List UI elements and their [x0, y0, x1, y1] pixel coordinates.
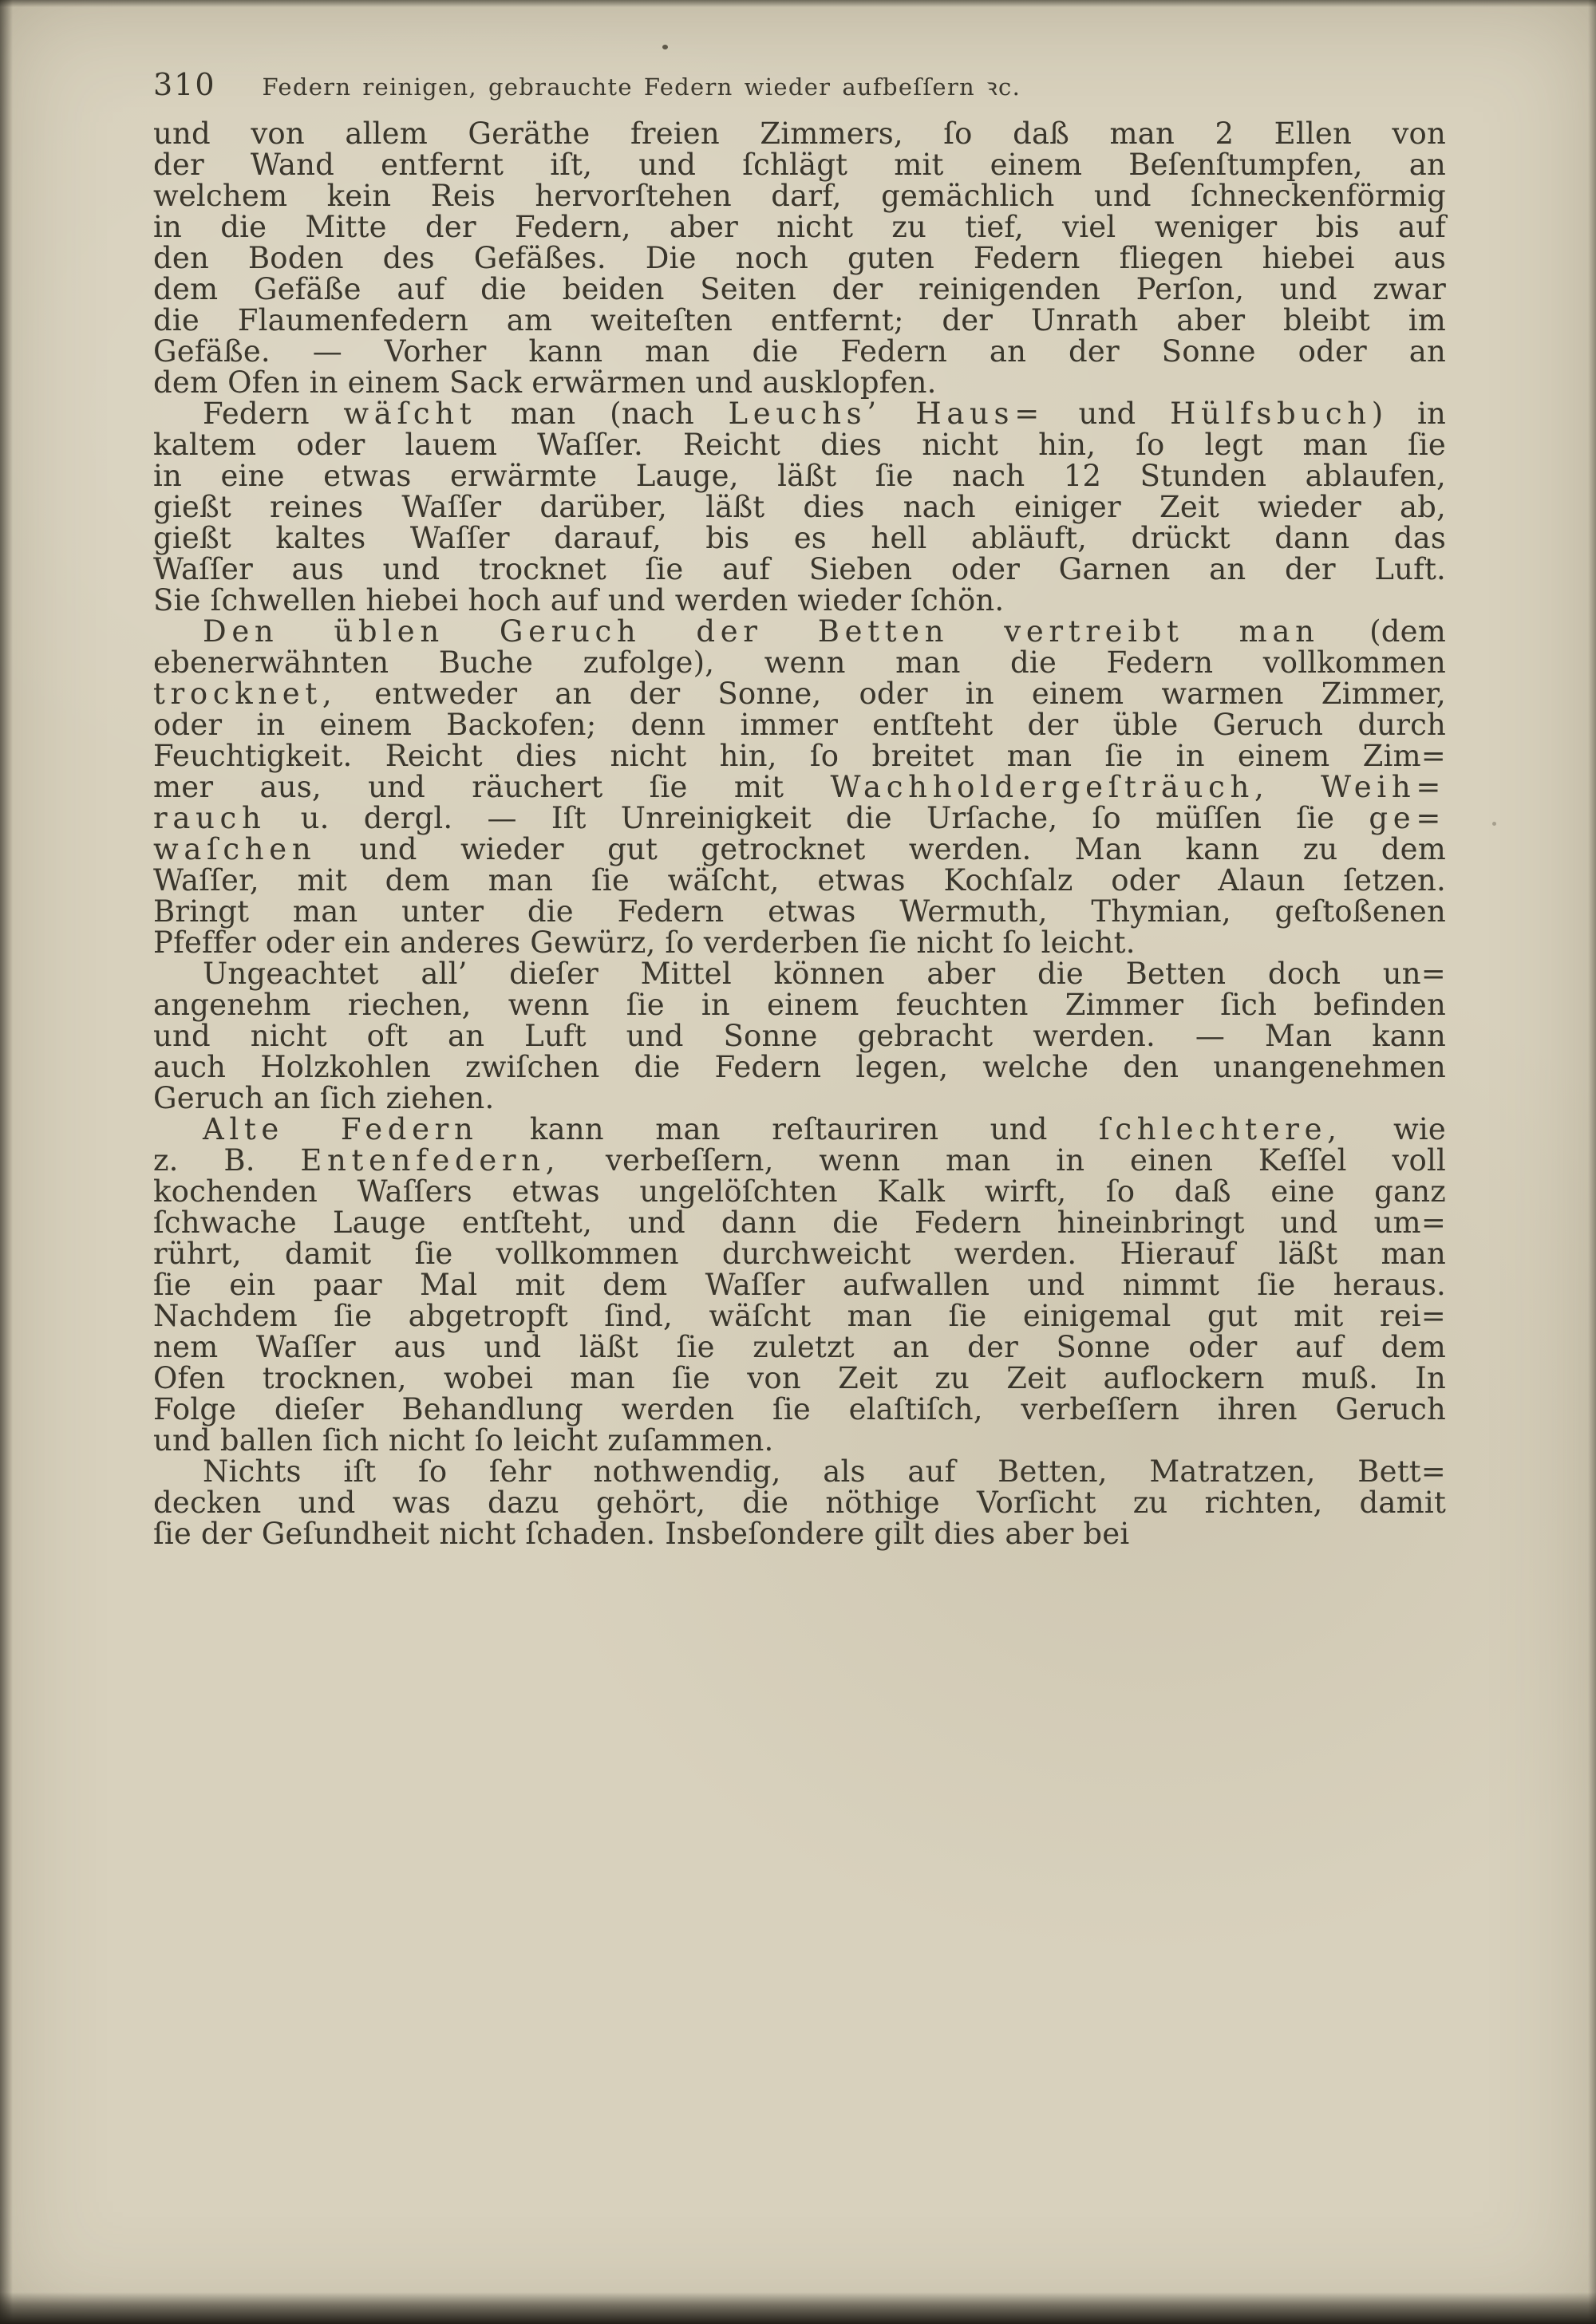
text-line	[153, 1238, 1446, 1269]
text-line	[153, 1518, 1446, 1549]
text-run: (dem	[1319, 614, 1446, 649]
emphasized-text: Entenfedern,	[300, 1143, 561, 1178]
page-edge-right	[1588, 0, 1596, 2324]
text-run: Sie ſchwellen hiebei hoch auf und werden wieder ſchön.	[153, 583, 1005, 617]
text-run: und von allem Geräthe freien Zimmers, ſo daß man 2 Ellen von	[153, 116, 1446, 151]
emphasized-text: trocknet,	[153, 677, 338, 711]
text-run: wie	[1341, 1112, 1446, 1146]
emphasized-text: rauch	[153, 801, 267, 835]
text-line	[153, 647, 1446, 678]
text-run: ſchwache Lauge entſteht, und dann die Federn hineinbringt und um=	[153, 1205, 1446, 1240]
text-run: angenehm riechen, wenn ſie in einem feuchten Zimmer ſich befinden	[153, 988, 1446, 1022]
text-run: in die Mitte der Federn, aber nicht zu tief, viel weniger bis auf	[153, 210, 1446, 244]
text-line	[153, 398, 1446, 429]
text-run: kochenden Waſſers etwas ungelöſchten Kalk wirft, ſo daß eine ganz	[153, 1174, 1446, 1209]
text-run: und wieder gut getrocknet werden. Man kann zu dem	[316, 832, 1446, 866]
paragraph	[153, 616, 1446, 958]
text-run: kaltem oder lauem Waſſer. Reicht dies nicht hin, ſo legt man ſie	[153, 428, 1446, 462]
text-run: Geruch an ſich ziehen.	[153, 1081, 495, 1115]
text-run: Feuchtigkeit. Reicht dies nicht hin, ſo breitet man ſie in einem Zim=	[153, 739, 1446, 773]
text-run: ſie der Geſundheit nicht ſchaden. Insbeſondere gilt dies aber bei	[153, 1517, 1130, 1551]
text-line	[153, 803, 1446, 834]
text-line	[153, 460, 1446, 491]
text-run: z. B.	[153, 1143, 301, 1178]
text-run: die Flaumenfedern am weiteſten entfernt; der Unrath aber bleibt im	[153, 303, 1446, 337]
text-run: in eine etwas erwärmte Lauge, läßt ſie nach 12 Stunden ablaufen,	[153, 459, 1446, 493]
text-line	[153, 1332, 1446, 1363]
text-run: und	[1044, 397, 1171, 431]
text-run: Waſſer aus und trocknet ſie auf Sieben oder Garnen an der Luft.	[153, 552, 1446, 586]
text-line	[153, 1394, 1446, 1425]
text-line	[153, 1300, 1446, 1332]
text-line	[153, 740, 1446, 771]
page-number: 310	[153, 67, 216, 102]
text-run: Gefäße. — Vorher kann man die Federn an der Sonne oder an	[153, 334, 1446, 369]
text-line	[153, 989, 1446, 1020]
text-run: ſie ein paar Mal mit dem Waſſer aufwallen und nimmt ſie heraus.	[153, 1268, 1446, 1302]
emphasized-text: Hülfsbuch	[1170, 397, 1372, 431]
running-header	[153, 67, 1446, 102]
text-line	[153, 180, 1446, 211]
text-line	[153, 554, 1446, 585]
text-line	[153, 1176, 1446, 1207]
text-line	[153, 1425, 1446, 1456]
text-line	[153, 896, 1446, 927]
page-edge-top	[0, 0, 1596, 7]
paragraph	[153, 958, 1446, 1114]
ink-speck	[662, 45, 668, 49]
text-run: decken und was dazu gehört, die nöthige Vorſicht zu richten, damit	[153, 1486, 1446, 1520]
text-line	[153, 678, 1446, 709]
text-run: der Wand entfernt iſt, und ſchlägt mit einem Beſenſtumpfen, an	[153, 148, 1446, 182]
text-line	[153, 709, 1446, 740]
text-run: nem Waſſer aus und läßt ſie zuletzt an der Sonne oder auf dem	[153, 1330, 1446, 1364]
emphasized-text: Wachholdergeſträuch, Weih=	[830, 770, 1446, 804]
text-line	[153, 834, 1446, 865]
text-run: Ofen trocknen, wobei man ſie von Zeit zu Zeit auflockern muß. In	[153, 1361, 1446, 1395]
text-line	[153, 1363, 1446, 1394]
text-run: Nachdem ſie abgetropft ſind, wäſcht man ſie einigemal gut mit rei=	[153, 1299, 1446, 1333]
emphasized-text: Leuchs’	[728, 397, 882, 431]
page-edge-bottom	[0, 2292, 1596, 2324]
text-run	[882, 397, 916, 431]
text-line	[153, 958, 1446, 989]
text-line	[153, 771, 1446, 803]
page-edge-left	[0, 0, 13, 2324]
text-run: und nicht oft an Luft und Sonne gebracht werden. — Man kann	[153, 1019, 1446, 1053]
text-run: kann man reſtauriren und	[478, 1112, 1100, 1146]
text-run: gießt reines Waſſer darüber, läßt dies nach einiger Zeit wieder ab,	[153, 490, 1446, 524]
text-line	[153, 336, 1446, 367]
text-run: ) in	[1371, 397, 1447, 431]
text-line	[153, 491, 1446, 523]
text-line	[153, 274, 1446, 305]
text-line	[153, 1487, 1446, 1518]
text-run: dem Ofen in einem Sack erwärmen und ausklopfen.	[153, 365, 937, 400]
text-run: Waſſer, mit dem man ſie wäſcht, etwas Kochſalz oder Alaun ſetzen.	[153, 863, 1446, 898]
text-line	[153, 1020, 1446, 1052]
emphasized-text: waſchen	[153, 832, 317, 866]
text-run: dem Gefäße auf die beiden Seiten der reinigenden Perſon, und zwar	[153, 272, 1446, 306]
text-run: welchem kein Reis hervorſtehen darf, gemächlich und ſchneckenförmig	[153, 179, 1446, 213]
text-run: oder in einem Backofen; denn immer entſteht der üble Geruch durch	[153, 708, 1446, 742]
text-run: Folge dieſer Behandlung werden ſie elaſtiſch, verbeſſern ihren Geruch	[153, 1392, 1446, 1426]
text-run: man (nach	[476, 397, 729, 431]
text-run: auch Holzkohlen zwiſchen die Federn legen, welche den unangenehmen	[153, 1050, 1446, 1084]
emphasized-text: ge=	[1369, 801, 1446, 835]
text-run: Nichts iſt ſo ſehr nothwendig, als auf Betten, Matratzen, Bett=	[203, 1454, 1446, 1489]
emphasized-text: Haus=	[915, 397, 1045, 431]
text-line	[153, 1269, 1446, 1300]
text-run: Pfeffer oder ein anderes Gewürz, ſo verderben ſie nicht ſo leicht.	[153, 925, 1136, 960]
text-run: entweder an der Sonne, oder in einem warmen Zimmer,	[337, 677, 1446, 711]
text-line	[153, 211, 1446, 243]
text-line	[153, 927, 1446, 958]
text-run: Ungeachtet all’ dieſer Mittel können aber die Betten doch un=	[203, 957, 1446, 991]
text-line	[153, 616, 1446, 647]
text-line	[153, 865, 1446, 896]
paragraph	[153, 118, 1446, 398]
text-line	[153, 1456, 1446, 1487]
text-run: und ballen ſich nicht ſo leicht zuſammen.	[153, 1423, 774, 1458]
text-run: Bringt man unter die Federn etwas Wermuth, Thymian, geſtoßenen	[153, 894, 1446, 929]
text-line	[153, 523, 1446, 554]
text-run: ebenerwähnten Buche zufolge), wenn man die Federn vollkommen	[153, 645, 1446, 680]
paragraph	[153, 1114, 1446, 1456]
emphasized-text: ſchlechtere,	[1099, 1112, 1342, 1146]
running-header-title: Federn reinigen, gebrauchte Federn wieder aufbeſſern ꝛc.	[262, 73, 1021, 101]
body-text	[153, 118, 1446, 1549]
text-run: den Boden des Gefäßes. Die noch guten Federn fliegen hiebei aus	[153, 241, 1446, 275]
text-run: gießt kaltes Waſſer darauf, bis es hell abläuft, drückt dann das	[153, 521, 1446, 555]
text-line	[153, 367, 1446, 398]
emphasized-text: wäſcht	[343, 397, 477, 431]
text-run: verbeſſern, wenn man in einen Keſſel voll	[560, 1143, 1446, 1178]
text-line	[153, 243, 1446, 274]
text-run: rührt, damit ſie vollkommen durchweicht werden. Hierauf läßt man	[153, 1237, 1446, 1271]
text-line	[153, 429, 1446, 460]
text-run: Federn	[203, 397, 344, 431]
text-line	[153, 585, 1446, 616]
paragraph	[153, 398, 1446, 616]
text-run: mer aus, und räuchert ſie mit	[153, 770, 831, 804]
text-line	[153, 1145, 1446, 1176]
text-run: u. dergl. — Iſt Unreinigkeit die Urſache, ſo müſſen ſie	[266, 801, 1369, 835]
text-line	[153, 305, 1446, 336]
text-line	[153, 118, 1446, 149]
emphasized-text: Alte Federn	[203, 1112, 479, 1146]
emphasized-text: Den üblen Geruch der Betten vertreibt man	[203, 614, 1320, 649]
text-line	[153, 1052, 1446, 1083]
ink-speck	[1492, 822, 1496, 826]
paragraph	[153, 1456, 1446, 1549]
text-line	[153, 1207, 1446, 1238]
text-line	[153, 1083, 1446, 1114]
text-line	[153, 1114, 1446, 1145]
text-line	[153, 149, 1446, 180]
